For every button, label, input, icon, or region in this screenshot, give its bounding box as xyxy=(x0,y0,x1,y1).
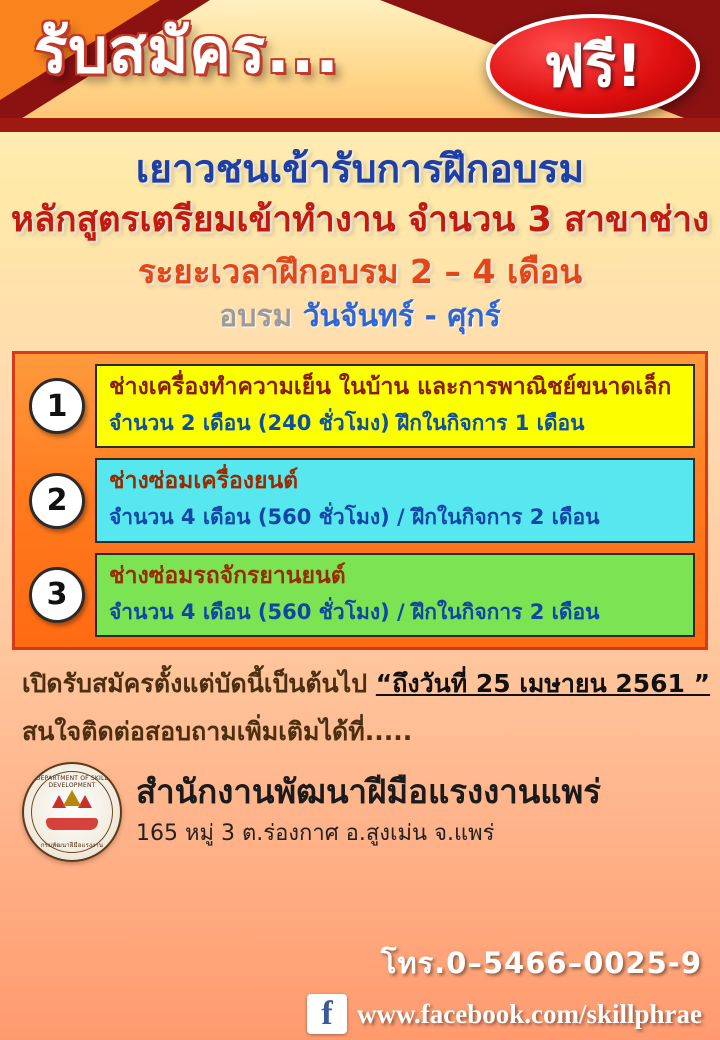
course-number-badge: 1 xyxy=(29,378,85,434)
course-number-badge: 3 xyxy=(29,567,85,623)
header-bottom-band xyxy=(0,118,720,132)
free-badge xyxy=(486,14,700,118)
facebook-icon-letter: f xyxy=(321,995,333,1032)
intro-line-4-prefix: อบรม xyxy=(219,298,303,334)
government-seal-icon xyxy=(22,762,122,862)
course-row xyxy=(25,364,695,448)
free-badge-label: ฟรี! xyxy=(543,32,643,100)
organization-address: 165 หมู่ 3 ต.ร่องกาศ อ.สูงเม่น จ.แพร่ xyxy=(136,821,495,847)
course-detail: จำนวน 4 เดือน (560 ชั่วโมง) / ฝึกในกิจการ 2 เดือน xyxy=(109,599,600,624)
course-title: ช่างเครื่องทำความเย็น ในบ้าน และการพาณิชย์ขนาดเล็ก xyxy=(109,374,672,401)
course-card xyxy=(95,553,695,637)
poster-title: รับสมัคร... xyxy=(34,14,340,87)
course-list xyxy=(12,351,708,650)
organization-block xyxy=(22,762,720,862)
seal-emblem xyxy=(44,790,100,834)
intro-line-1: เยาวชนเข้ารับการฝึกอบรม xyxy=(135,147,585,192)
course-number-badge: 2 xyxy=(29,473,85,529)
intro-line-4-accent: วันจันทร์ - ศุกร์ xyxy=(302,298,501,334)
organization-text xyxy=(136,773,601,850)
course-detail: จำนวน 2 เดือน (240 ชั่วโมง) ฝึกในกิจการ 1 เดือน xyxy=(109,411,585,436)
course-title: ช่างซ่อมรถจักรยานยนต์ xyxy=(109,562,346,589)
seal-top-text: DEPARTMENT OF SKILL DEVELOPMENT xyxy=(35,774,109,789)
seal-emblem-center xyxy=(63,790,81,806)
seal-bottom-text: กรมพัฒนาฝีมือแรงงาน xyxy=(40,841,104,849)
contact-block xyxy=(381,940,702,986)
facebook-row[interactable] xyxy=(307,994,702,1034)
course-card xyxy=(95,364,695,448)
intro-line-4 xyxy=(10,298,710,336)
deadline-line-1 xyxy=(22,664,720,704)
deadline-line-2: สนใจติดต่อสอบถามเพิ่มเติมได้ที่..... xyxy=(22,716,413,746)
course-row xyxy=(25,553,695,637)
deadline-block xyxy=(22,664,720,752)
facebook-url[interactable]: www.facebook.com/skillphrae xyxy=(356,998,702,1029)
intro-line-2: หลักสูตรเตรียมเข้าทำงาน จำนวน 3 สาขาช่าง xyxy=(10,199,710,240)
deadline-date: “ถึงวันที่ 25 เมษายน 2561 ” xyxy=(375,668,711,698)
deadline-prefix: เปิดรับสมัครตั้งแต่บัดนี้เป็นต้นไป xyxy=(22,668,376,698)
poster-header xyxy=(0,0,720,132)
seal-emblem-base xyxy=(46,818,98,830)
course-detail: จำนวน 4 เดือน (560 ชั่วโมง) / ฝึกในกิจการ 2 เดือน xyxy=(109,505,600,530)
facebook-icon[interactable] xyxy=(307,994,347,1034)
phone-number: โทร.0–5466–0025-9 xyxy=(380,946,702,980)
course-title: ช่างซ่อมเครื่องยนต์ xyxy=(109,468,299,495)
course-row xyxy=(25,458,695,542)
course-card xyxy=(95,458,695,542)
organization-name: สำนักงานพัฒนาฝีมือแรงงานแพร่ xyxy=(136,772,602,812)
intro-line-3: ระยะเวลาฝึกอบรม 2 – 4 เดือน xyxy=(137,251,583,291)
intro-block xyxy=(0,132,720,341)
